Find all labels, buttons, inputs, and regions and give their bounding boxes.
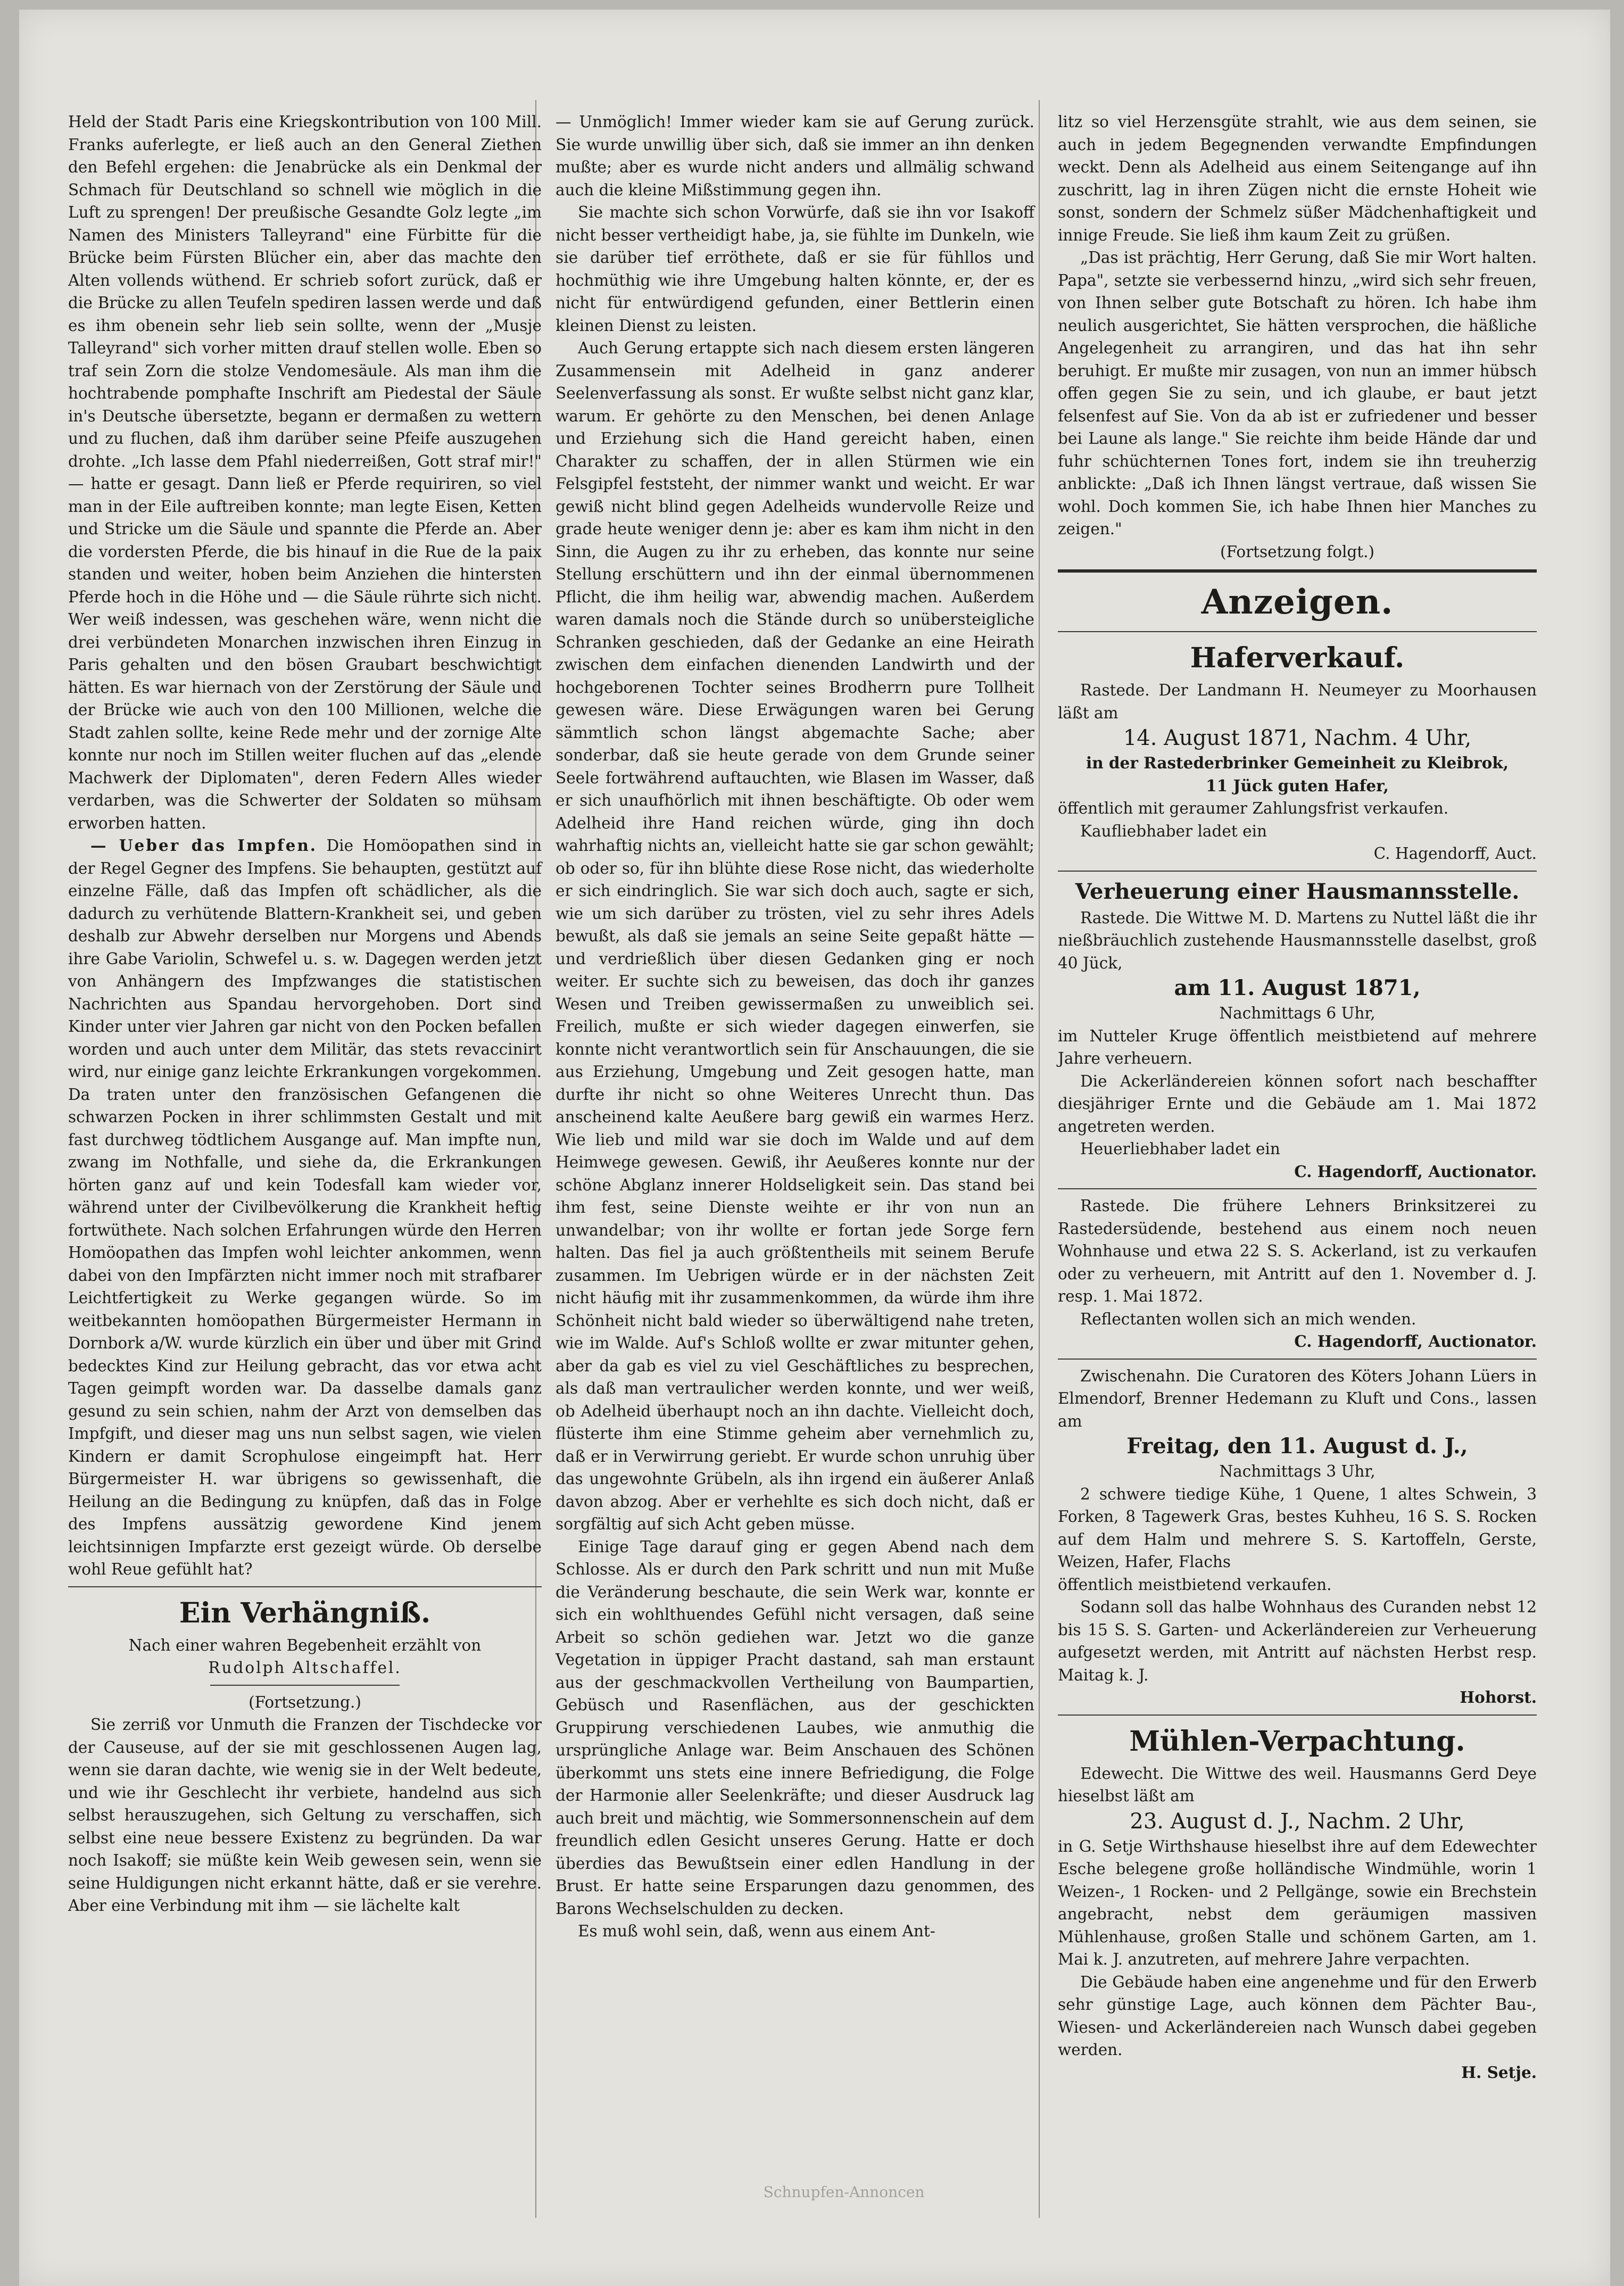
ad-text: öffentlich meistbietend verkaufen. [1058, 1575, 1332, 1594]
ad-text: Heuerliebhaber ladet ein [1080, 1140, 1280, 1158]
ad-signature: C. Hagendorff, Auctionator. [1294, 1332, 1537, 1351]
ad-place: in der Rastederbrinker Gemeinheit zu Kleibrok, [1086, 753, 1509, 772]
story-continuation: (Fortsetzung.) [248, 1693, 361, 1711]
ad-date: 23. August d. J., Nachm. 2 Uhr, [1130, 1809, 1465, 1834]
ad-auction-elmendorf [1058, 1365, 1537, 1709]
story-paragraph: Es muß wohl sein, daß, wenn aus einem Ant- [578, 1922, 935, 1940]
column-left [68, 111, 542, 1917]
ad-text: Rastede. Die frühere Lehners Brinksitzerei zu Rastedersüdende, bestehend aus einem noch neuen Wohnhause und etwa 22 S. S. Ackerland, ist zu verkaufen oder zu verheuern, mit Antritt auf den 1. November d. J. resp. 1. Mai 1872. [1058, 1197, 1537, 1305]
ad-text: 2 schwere tiedige Kühe, 1 Quene, 1 altes Schwein, 3 Forken, 8 Tagewerk Gras, bestes Kuhheu, 16 S. S. Rocken auf dem Halm und mehrere S. S. Kartoffeln, Gerste, Weizen, Hafer, Flachs [1058, 1485, 1537, 1571]
ad-signature: Hohorst. [1460, 1688, 1537, 1707]
section-divider [1058, 569, 1537, 573]
ad-hausmannsstelle [1058, 877, 1537, 1183]
divider [1058, 1714, 1537, 1716]
story-paragraph: litz so viel Herzensgüte strahlt, wie aus dem seinen, sie auch in jedem Begegnenden verwandte Empfindungen weckt. Denn als Adelheid aus einem Seitengange auf ihn zuschritt, lag in ihren Zügen nicht die ernste Hoheit wie sonst, sondern der Schmelz süßer Mädchenhaftigkeit und innige Freude. Sie ließ ihm kaum Zeit zu grüßen. [1058, 113, 1537, 244]
ad-title: Mühlen-Verpachtung. [1129, 1725, 1465, 1758]
ad-text: in G. Setje Wirthshause hieselbst ihre auf dem Edewechter Esche belegene große holländische Windmühle, worin 1 Weizen-, 1 Rocken- und 2 Pellgänge, sowie ein Brechstein angebracht, nebst dem geräumigen massiven Mühlenhause, großen Stalle und schönem Garten, am 1. Mai k. J. anzutreten, auf mehrere Jahre verpachten. [1058, 1837, 1537, 1968]
ad-text: Sodann soll das halbe Wohnhaus des Curanden nebst 12 bis 15 S. S. Garten- und Ackerländereien zur Verheuerung aufgesetzt werden, mit Antritt auf nächsten Herbst resp. Maitag k. J. [1058, 1598, 1537, 1684]
ad-text: Zwischenahn. Die Curatoren des Köters Johann Lüers in Elmendorf, Brenner Hedemann zu Kluft und Cons., lassen am [1058, 1366, 1537, 1430]
column-right [1058, 111, 1537, 2084]
short-divider [210, 1685, 400, 1686]
ad-date: 14. August 1871, Nachm. 4 Uhr, [1123, 726, 1472, 750]
story-paragraph: Auch Gerung ertappte sich nach diesem ersten längeren Zusammensein mit Adelheid in ganz anderer Seelenverfassung als sonst. Er wußte selbst nicht ganz klar, warum. Er gehörte zu den Menschen, bei denen Anlage und Erziehung sich die Hand gereicht haben, einen Charakter zu schaffen, der in allen Stürmen wie ein Felsgipfel feststeht, der nimmer wankt und weicht. Er war gewiß nicht blind gegen Adelheids wundervolle Reize und grade heute weniger denn je: aber es kam ihm nicht in den Sinn, die Augen zu ihr zu erheben, das konnte nur seine Stellung erschüttern und ihn der einmal übernommenen Pflicht, die ihm heilig war, abwendig machen. Außerdem waren damals noch die Stände durch so unübersteigliche Schranken geschieden, daß der Gedanke an eine Heirath zwischen dem einfachen dienenden Landwirth und der hochgeborenen Tochter seines Brodherrn pure Tollheit gewesen wäre. Diese Erwägungen waren bei Gerung sämmtlich schon längst abgemachte Sache; aber sonderbar, daß sie heute gerade von dem Grunde seiner Seele fortwährend auftauchten, wie Blasen im Wasser, daß er sich unaufhörlich mit ihnen beschäftigte. Ob oder wem Adelheid ihre Hand reichen würde, ging ihn doch wahrhaftig nichts an, vielleicht hatte sie gar schon gewählt; ob oder so, für ihn blühte diese Rose nicht, das wiederholte er sich eindringlich. Sie war sich doch auch, sagte er sich, wie um sich darüber zu trösten, viel zu sehr ihres Adels bewußt, als daß sie jemals an seine Seite gepaßt hätte — und verdrießlich über diesen Gedanken ging er noch weiter. Er suchte sich zu beweisen, das doch ihr ganzes Wesen und Treiben gewissermaßen zu unweiblich sei. Freilich, mußte er sich wieder dagegen einwerfen, sie konnte nicht verantwortlich sein für Anschauungen, die sie aus Erziehung, Umgebung und Zeit gesogen hatte, man durfte ihr nicht so ohne Weiteres Unrecht thun. Das anscheinend kalte Aeußere barg gewiß ein warmes Herz. Wie lieb und mild war sie doch im Walde und auf dem Heimwege gewesen. Gewiß, ihr Aeußeres konnte nur der schöne Abglanz innerer Holdseligkeit sein. Das stand bei ihm fest, seine Dienste weihte er ihr von nun an unwandelbar; von ihr wollte er fortan jede Sorge fern halten. Das fiel ja auch größtentheils mit seinem Berufe zusammen. Im Uebrigen würde er in der nächsten Zeit nicht häufig mit ihr zusammenkommen, da würde ihm ihre Schönheit nicht bald wieder so überwältigend nahe treten, wie im Walde. Auf's Schloß wollte er zwar mitunter gehen, aber da gab es viel zu viel Geschäftliches zu besprechen, als daß man vertraulicher werden konnte, und wer weiß, ob Adelheid überhaupt noch an ihn dachte. Vielleicht doch, flüsterte ihm eine Stimme geheim aber vernehmlich zu, daß er in Verwirrung geriebt. Er wurde schon unruhig über das ungewohnte Grübeln, als ihn irgend ein äußerer Anlaß davon abzog. Aber er verhehlte es sich doch nicht, daß er sorgfältig auf sich Acht geben müsse. [556, 339, 1034, 1533]
ad-text: Die Gebäude haben eine angenehme und für den Erwerb sehr günstige Lage, auch können dem Pächter Bau-, Wiesen- und Ackerländereien nach Wunsch dabei gegeben werden. [1058, 1973, 1537, 2059]
ad-brinksitzerei [1058, 1195, 1537, 1353]
bleed-through-text: Schnupfen-Annoncen [763, 2183, 925, 2201]
ad-signature: C. Hagendorff, Auctionator. [1294, 1162, 1537, 1181]
ad-time: Nachmittags 3 Uhr, [1219, 1462, 1376, 1480]
ad-date: Freitag, den 11. August d. J., [1126, 1434, 1468, 1459]
impfen-body: Die Homöopathen sind in der Regel Gegner des Impfens. Sie behaupten, gestützt auf einzelne Fälle, daß das Impfen oft schädlicher, als die dadurch zu verhütende Blattern-Krankheit sei, und geben deshalb zur Abwehr derselben nur Morgens und Abends ihre Gabe Variolin, Schwefel u. s. w. Dagegen werden jetzt von Anhängern des Impfzwanges die statistischen Nachrichten aus Spandau hervorgehoben. Dort sind Kinder unter vier Jahren gar nicht von den Pocken befallen worden und auch unter dem Militär, das stets revaccinirt wird, nur einige ganz leichte Erkrankungen vorgekommen. Da traten unter den französischen Gefangenen die schwarzen Pocken in ihrer schlimmsten Gestalt und mit fast durchweg tödtlichem Ausgange auf. Man impfte nun, zwang im Nothfalle, und siehe da, die Erkrankungen hörten ganz auf und kein Todesfall kam wieder vor, während unter der Civilbevölkerung die Krankheit heftig fortwüthete. Nach solchen Erfahrungen würde den Herren Homöopathen das Impfen wohl leichter ankommen, wenn dabei von den Impfärzten nicht immer noch mit strafbarer Leichtfertigkeit zu Werke gegangen würde. So im weitbekannten homöopathen Bürgermeister Hermann in Dornbork a/W. wurde kürzlich ein über und über mit Grind bedecktes Kind zur Heilung gebracht, das vor etwa acht Tagen geimpft worden war. Da dasselbe damals ganz gesund zu sein schien, nahm der Arzt von demselben das Impfgift, und dieser mag uns nun selbst sagen, wie vielen Kindern er damit Scrophulose eingeimpft hat. Herr Bürgermeister H. war übrigens so gewissenhaft, die Heilung an die Bedingung zu knüpfen, daß das in Folge des Impfens aussätzig gewordene Kind jenem leichtsinnigen Impfarzte erst gezeigt würde. Ob derselbe wohl Reue gefühlt hat? [68, 836, 542, 1578]
ads-heading: Anzeigen. [1201, 582, 1394, 622]
ad-hafer [1058, 637, 1537, 865]
ad-date: am 11. August 1871, [1174, 975, 1421, 1000]
story-paragraph: „Das ist prächtig, Herr Gerung, daß Sie mir Wort halten. Papa", setzte sie verbessernd hinzu, „wird sich sehr freuen, von Ihnen selber gute Botschaft zu hören. Ich habe ihm neulich ausgerichtet, Sie hätten versprochen, die häßliche Angelegenheit zu arrangiren, und das hat ihn sehr beruhigt. Er mußte mir zusagen, von nun an immer hübsch offen gegen Sie zu sein, und ich glaube, er baut jetzt felsenfest auf Sie. Von da ab ist er zufriedener und besser bei Laune als lange." Sie reichte ihm beide Hände dar und fuhr schüchternen Tones fort, indem sie ihn treuherzig anblickte: „Daß ich Ihnen längst vertraue, daß wissen Sie wohl. Doch kommen Sie, ich habe Ihnen hier Manches zu zeigen." [1058, 249, 1537, 538]
ad-time: Nachmittags 6 Uhr, [1219, 1004, 1376, 1022]
ad-goods: 11 Jück guten Hafer, [1206, 776, 1389, 795]
ad-title: Haferverkauf. [1190, 642, 1405, 674]
ad-signature: C. Hagendorff, Auct. [1373, 844, 1537, 863]
ad-text: Rastede. Der Landmann H. Neumeyer zu Moorhausen läßt am [1058, 681, 1537, 722]
story-paragraph: — Unmöglich! Immer wieder kam sie auf Gerung zurück. Sie wurde unwillig über sich, daß sie immer an ihn denken mußte; aber es wurde nicht anders und allmälig schwand auch die kleine Mißstimmung gegen ihn. [556, 113, 1034, 199]
ad-text: im Nutteler Kruge öffentlich meistbietend auf mehrere Jahre verheuern. [1058, 1026, 1537, 1067]
story-paragraph: Sie zerriß vor Unmuth die Franzen der Tischdecke vor der Causeuse, auf der sie mit geschlossenen Augen lag, wenn sie daran dachte, wie wenig sie in der Welt bedeute, und wie ihr Geschlecht ihr verbiete, handelnd aus sich selbst herauszugehen, sich Geltung zu verschaffen, sich selbst eine neue bessere Existenz zu begründen. Da war noch Isakoff; sie müßte kein Weib gewesen sein, wenn sie seine Huldigungen nicht erkannt hätte, daß er sie verehre. Aber eine Verbindung mit ihm — sie lächelte kalt [68, 1716, 542, 1915]
paris-article: Held der Stadt Paris eine Kriegskontribution von 100 Mill. Franks auferlegte, er ließ auch an den General Ziethen den Befehl ergehen: die Jenabrücke als ein Denkmal der Schmach für Deutschland so schnell wie möglich in die Luft zu sprengen! Der preußische Gesandte Golz legte „im Namen des Ministers Talleyrand" eine Fürbitte für die Brücke beim Fürsten Blücher ein, aber das machte den Alten vollends wüthend. Er schrieb sofort zurück, daß er die Brücke zu allen Teufeln spediren lassen werde und daß es ihm obenein sehr lieb sein sollte, wenn der „Musje Talleyrand" sich vorher mitten drauf stellen wolle. Eben so traf sein Zorn die stolze Vendomesäule. Als man ihm die hochtrabende pomphafte Inschrift am Piedestal der Säule in's Deutsche übersetzte, begann er dermaßen zu wettern und zu fluchen, daß ihm darüber seine Pfeife auszugehen drohte. „Ich lasse dem Pfahl niederreißen, Gott straf mir!" — hatte er gesagt. Dann ließ er Pferde requiriren, so viel man in der Eile auftreiben konnte; man legte Eisen, Ketten und Stricke um die Säule und spannte die Pferde an. Aber die vordersten Pferde, die bis hinauf in die Rue de la paix standen und weiter, hoben beim Anziehen die hintersten Pferde hoch in die Höhe und — die Säule rührte sich nicht. Wer weiß indessen, was geschehen wäre, wenn nicht die drei verbündeten Monarchen inzwischen ihren Einzug in Paris gehalten und den bösen Graubart beschwichtigt hätten. Es war hiernach von der Zerstörung der Säule und der Brücke wie auch von den 100 Millionen, welche die Stadt zahlen sollte, keine Rede mehr und der zornige Alte konnte nur noch im Stillen weiter fluchen auf das „elende Machwerk der Diplomaten", deren Federn Alles wieder verdarben, was die Schwerter der Soldaten so mühsam erworben hatten. [68, 113, 542, 832]
column-rule-right [1039, 100, 1040, 2218]
column-middle [556, 111, 1034, 1943]
ad-text: öffentlich mit geraumer Zahlungsfrist verkaufen. [1058, 799, 1449, 817]
divider [1058, 631, 1537, 632]
newspaper-page [19, 10, 1610, 2286]
story-paragraph: Sie machte sich schon Vorwürfe, daß sie ihn vor Isakoff nicht besser vertheidigt habe, ja, sie fühlte im Dunkeln, wie sie darüber tief erröthete, daß er sie für fühllos und hochmüthig wie ihre Umgebung halten könnte, er, der es nicht für entwürdigend gefunden, einer Bettlerin einen kleinen Dienst zu leisten. [556, 203, 1034, 335]
ad-text: Edewecht. Die Wittwe des weil. Hausmanns Gerd Deye hieselbst läßt am [1058, 1764, 1537, 1805]
story-subtitle: Nach einer wahren Begebenheit erzählt von [128, 1636, 482, 1654]
impfen-title: — Ueber das Impfen. [90, 836, 318, 855]
divider [68, 1586, 542, 1587]
divider [1058, 871, 1537, 872]
story-paragraph: Einige Tage darauf ging er gegen Abend nach dem Schlosse. Als er durch den Park schritt und nun mit Muße die Veränderung beschaute, die sein Werk war, konnte er sich ein wohlthuendes Gefühl nicht versagen, daß seine Arbeit so schön gediehen war. Jetzt wo die ganze Vegetation in üppiger Pracht dastand, sah man erstaunt aus der geschmackvollen Vertheilung von Baumpartien, Gebüsch und Rasenflächen, aus der geschickten Gruppirung verschiedenen Laubes, wie anmuthig die ursprüngliche Anlage war. Beim Anschauen des Schönen überkommt uns stets eine innere Befriedigung, die Folge der Harmonie aller Seelenkräfte; und dieser Ausdruck lag auch breit und mächtig, wie Sommersonnenschein auf dem freundlich edlen Gesicht unseres Gerung. Hatte er doch überdies das Bewußtsein einer edlen Handlung in der Brust. Er hatte seine Ersparungen dazu genommen, des Barons Wechselschulden zu decken. [556, 1537, 1034, 1918]
ad-muehle [1058, 1721, 1537, 2084]
story-title: Ein Verhängniß. [179, 1596, 431, 1629]
divider [1058, 1188, 1537, 1189]
impfen-article [68, 834, 542, 1581]
ad-text: Kaufliebhaber ladet ein [1080, 822, 1267, 840]
ad-text: Rastede. Die Wittwe M. D. Martens zu Nuttel läßt die ihr nießbräuchlich zustehende Hausmannsstelle daselbst, groß 40 Jück, [1058, 908, 1537, 972]
ad-signature: H. Setje. [1461, 2063, 1537, 2082]
ad-text: Die Ackerländereien können sofort nach beschaffter diesjähriger Ernte und die Gebäude am 1. Mai 1872 angetreten werden. [1058, 1072, 1537, 1136]
divider [1058, 1359, 1537, 1360]
ad-title: Verheuerung einer Hausmannsstelle. [1075, 879, 1520, 904]
to-be-continued: (Fortsetzung folgt.) [1220, 542, 1375, 561]
ad-text: Reflectanten wollen sich an mich wenden. [1080, 1310, 1416, 1328]
story-author: Rudolph Altschaffel. [208, 1659, 402, 1677]
